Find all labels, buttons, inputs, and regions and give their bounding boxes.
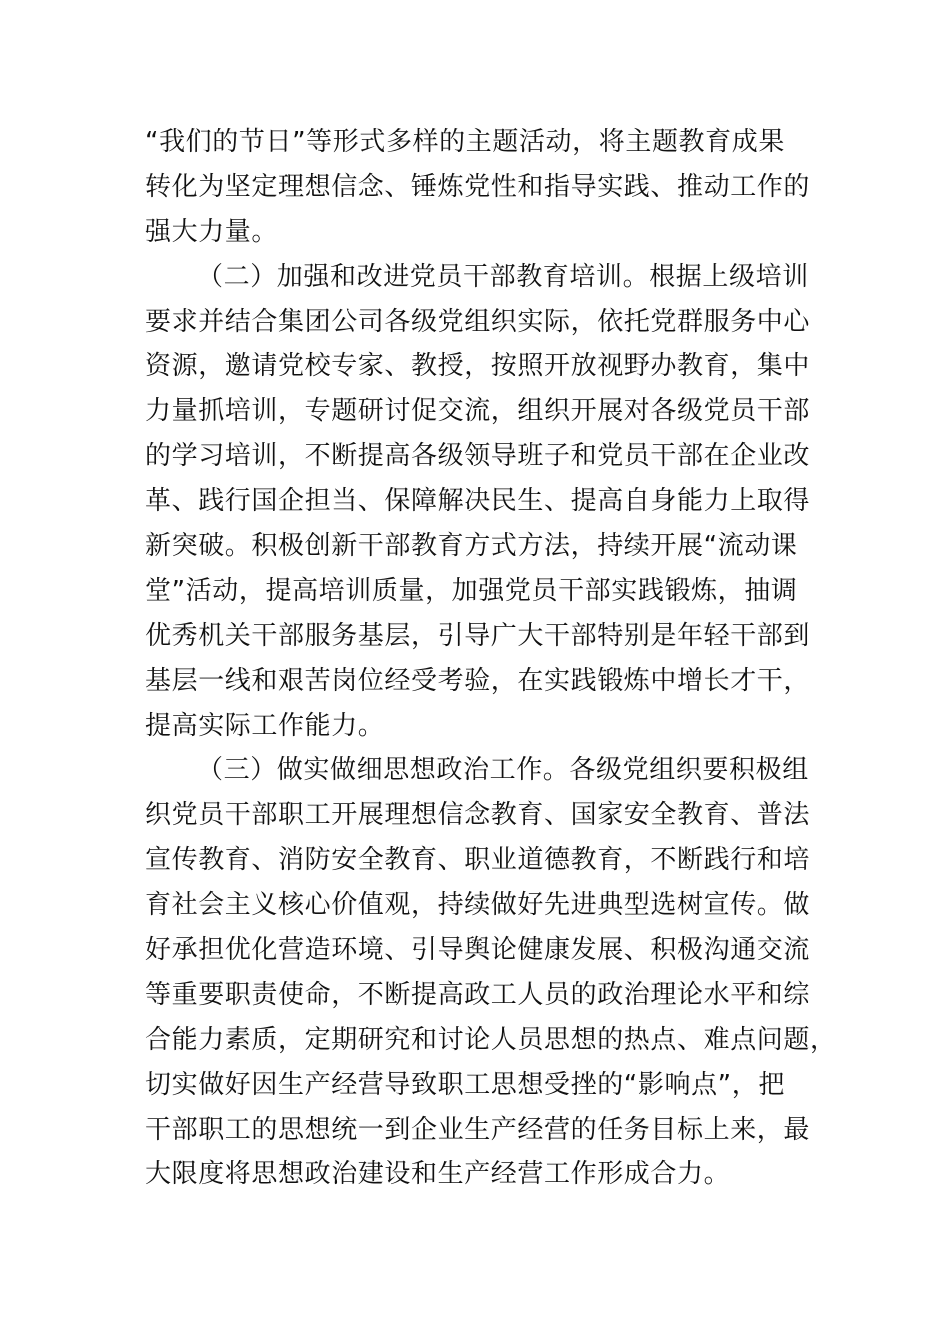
text-line: 资源，邀请党校专家、教授，按照开放视野办教育，集中 — [145, 351, 811, 382]
text-line: 基层一线和艰苦岗位经受考验，在实践锻炼中增长才干， — [145, 665, 811, 696]
text-line: 合能力素质，定期研究和讨论人员思想的热点、难点问题， — [145, 1024, 837, 1055]
section-heading-line: （三）做实做细思想政治工作。各级党组织要积极组 — [197, 755, 809, 786]
document-body — [145, 120, 837, 1197]
text-line: 织党员干部职工开展理想信念教育、国家安全教育、普法 — [145, 800, 811, 831]
text-line: 好承担优化营造环境、引导舆论健康发展、积极沟通交流 — [145, 935, 811, 966]
text-line: 切实做好因生产经营导致职工思想受挫的“影响点”，把 — [145, 1069, 785, 1100]
text-line: 提高实际工作能力。 — [145, 710, 385, 741]
text-line: 新突破。积极创新干部教育方式方法，持续开展“流动课 — [145, 531, 798, 562]
text-line: “我们的节日”等形式多样的主题活动，将主题教育成果 — [145, 127, 785, 157]
text-line: 大限度将思想政治建设和生产经营工作形成合力。 — [145, 1159, 731, 1190]
text-line: 等重要职责使命，不断提高政工人员的政治理论水平和综 — [145, 979, 811, 1010]
section-heading-line: （二）加强和改进党员干部教育培训。根据上级培训 — [197, 261, 809, 292]
text-line: 干部职工的思想统一到企业生产经营的任务目标上来，最 — [145, 1114, 811, 1145]
text-line: 育社会主义核心价值观，持续做好先进典型选树宣传。做 — [145, 890, 811, 921]
text-line: 革、践行国企担当、保障解决民生、提高自身能力上取得 — [145, 486, 811, 517]
text-line: 要求并结合集团公司各级党组织实际，依托党群服务中心 — [145, 306, 811, 337]
text-line: 优秀机关干部服务基层，引导广大干部特别是年轻干部到 — [145, 620, 811, 651]
text-line: 的学习培训，不断提高各级领导班子和党员干部在企业改 — [145, 441, 811, 472]
text-line: 力量抓培训，专题研讨促交流，组织开展对各级党员干部 — [145, 396, 811, 427]
text-line: 堂”活动，提高培训质量，加强党员干部实践锻炼，抽调 — [145, 575, 798, 606]
text-line: 转化为坚定理想信念、锤炼党性和指导实践、推动工作的 — [145, 171, 811, 202]
text-line: 强大力量。 — [145, 216, 279, 247]
text-line: 宣传教育、消防安全教育、职业道德教育，不断践行和培 — [145, 845, 811, 876]
